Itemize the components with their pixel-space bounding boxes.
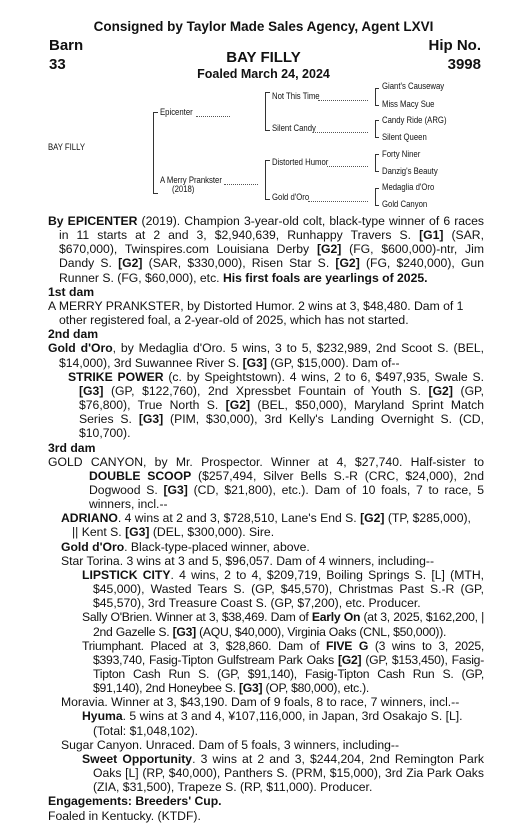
pedigree-bracket — [375, 120, 379, 121]
pedigree-subject: BAY FILLY — [48, 142, 86, 152]
produce-star-torina: Star Torina. 3 wins at 3 and 5, $96,057. Dam of 4 winners, including-- — [61, 553, 435, 568]
pedigree-bracket — [375, 154, 376, 172]
foaling-date: Foaled March 24, 2024 — [197, 67, 330, 81]
produce-moravia: Moravia. Winner at 3, $43,190. Dam of 9 foals, 8 to race, 7 winners, incl.-- — [61, 695, 460, 710]
second-dam-paragraph: Gold d'Oro, by Medaglia d'Oro. 5 wins, 3 to 5, $232,989, 2nd Scoot S. (BEL, $14,000), 3rd Suwannee River S. [G3] (GP, $15,000). Dam of-- — [48, 341, 484, 370]
third-dam-heading: 3rd dam — [48, 440, 96, 455]
produce-triumphant: Triumphant. Placed at 3, $28,860. Dam of FIVE G (3 wins to 3, 2025, $393,740, Fasig-Tipton Gulfstream Park Oaks [G2] (GP, $153,450), Fasig-Tipton Cash Run S. (GP, $91,140), Fasig-Tipton Cash Run S. (GP, $91,140), 2nd Honeybee S. [G3] (OP, $80,000), etc.). — [82, 638, 484, 696]
pedigree-g3-6: Danzig's Beauty — [382, 166, 438, 176]
pedigree-bracket — [153, 112, 154, 194]
pedigree-dam-dam: Gold d'Oro — [272, 192, 310, 202]
pedigree-bracket — [375, 188, 379, 189]
produce-hyuma: Hyuma. 5 wins at 3 and 4, ¥107,116,000, in Japan, 3rd Osakajo S. [L]. (Total: $1,048,102). — [82, 709, 463, 738]
pedigree-g3-3: Candy Ride (ARG) — [382, 115, 447, 125]
pedigree-leader — [318, 100, 368, 101]
pedigree-leader — [313, 132, 368, 133]
produce-adriano: ADRIANO. 4 wins at 2 and 3, $728,510, Lane's End S. [G2] (TP, $285,000), || Kent S. [G3] (DEL, $300,000). Sire. — [61, 511, 471, 540]
pedigree-dam: A Merry Prankster — [160, 175, 222, 185]
third-dam-paragraph: GOLD CANYON, by Mr. Prospector. Winner at 4, $27,740. Half-sister to DOUBLE SCOOP ($257,494, Silver Bells S.-R (CRC, $24,000), 2nd Dogwood S. [G3] (CD, $21,800), etc.). Dam of 10 foals, 7 to race, 5 winners, incl.-- — [48, 454, 484, 512]
pedigree-leader — [196, 116, 230, 117]
pedigree-g3-7: Medaglia d'Oro — [382, 182, 435, 192]
pedigree-bracket — [265, 199, 270, 200]
pedigree-g3-2: Miss Macy Sue — [382, 99, 435, 109]
engagements: Engagements: Breeders' Cup. — [48, 794, 222, 809]
hip-number: 3998 — [447, 56, 481, 73]
consignor-line: Consigned by Taylor Made Sales Agency, Agent LXVI — [93, 19, 434, 34]
produce-gold-doro: Gold d'Oro. Black-type-placed winner, above. — [61, 539, 310, 554]
produce-strike-power: STRIKE POWER (c. by Speightstown). 4 wins, 2 to 6, $497,935, Swale S. [G3] (GP, $122,760), 2nd Xpressbet Fountain of Youth S. [G2] (GP, $76,800), True North S. [G2] (BEL, $50,000), Maryland Sprint Match Series S. [G3] (PIM, $30,000), 3rd Kelly's Landing Overnight S. (CD, $10,700). — [68, 369, 485, 441]
foaled-in: Foaled in Kentucky. (KTDF). — [48, 808, 201, 823]
produce-sugar-canyon: Sugar Canyon. Unraced. Dam of 5 foals, 3 winners, including-- — [61, 737, 400, 752]
catalog-page — [48, 214, 484, 823]
barn-label: Barn — [49, 37, 84, 54]
pedigree-bracket — [375, 88, 379, 89]
pedigree-bracket — [375, 154, 379, 155]
pedigree-sire: Epicenter — [160, 107, 193, 117]
hip-label: Hip No. — [428, 37, 481, 54]
pedigree-bracket — [375, 188, 376, 206]
pedigree-bracket — [265, 130, 270, 131]
barn-number: 33 — [49, 56, 66, 73]
pedigree-sire-sire: Not This Time — [272, 91, 320, 101]
pedigree-dam-year: (2018) — [172, 184, 195, 194]
pedigree-bracket — [153, 112, 158, 113]
pedigree-bracket — [265, 92, 266, 131]
pedigree-g3-1: Giant's Causeway — [382, 81, 445, 91]
first-dam-heading: 1st dam — [48, 284, 95, 299]
pedigree-bracket — [375, 137, 379, 138]
horse-sex-color: BAY FILLY — [226, 49, 301, 66]
pedigree-bracket — [265, 92, 270, 93]
pedigree-bracket — [375, 120, 376, 138]
first-dam-paragraph: A MERRY PRANKSTER, by Distorted Humor. 2 wins at 3, $48,480. Dam of 1 other registered foal, a 2-year-old of 2025, which has not started. — [48, 298, 464, 328]
pedigree-bracket — [265, 160, 266, 200]
produce-sweet-opportunity: Sweet Opportunity. 3 wins at 2 and 3, $244,204, 2nd Remington Park Oaks [L] (RP, $40,000), Panthers S. (PRM, $15,000), 3rd Zia Park Oaks (ZIA, $31,500), Trapeze S. (RP, $11,000). Producer. — [82, 751, 484, 795]
produce-sally-obrien: Sally O'Brien. Winner at 3, $38,469. Dam of Early On (at 3, 2025, $162,200, | 2nd Gazelle S. [G3] (AQU, $40,000), Virginia Oaks (CNL, $50,000)). — [82, 610, 485, 639]
pedigree-bracket — [153, 193, 158, 194]
pedigree-bracket — [375, 171, 379, 172]
pedigree-leader — [327, 166, 368, 167]
pedigree-g3-5: Forty Niner — [382, 149, 421, 159]
pedigree-sire-dam: Silent Candy — [272, 123, 316, 133]
produce-lipstick-city: LIPSTICK CITY. 4 wins, 2 to 4, $209,719, Boiling Springs S. [L] (MTH, $45,000), Wasted Tears S. (GP, $45,570), Christmas Past S.-R (GP, $45,570), 3rd Treasure Coast S. (GP, $7,200), etc. Producer. — [82, 567, 485, 611]
sire-name: By EPICENTER — [48, 214, 138, 228]
pedigree-bracket — [375, 205, 379, 206]
pedigree-leader — [308, 201, 368, 202]
pedigree-bracket — [265, 160, 270, 161]
pedigree-dam-sire: Distorted Humor — [272, 157, 329, 167]
pedigree-g3-4: Silent Queen — [382, 132, 427, 142]
second-dam-heading: 2nd dam — [48, 327, 99, 342]
pedigree-g3-8: Gold Canyon — [382, 199, 428, 209]
pedigree-leader — [224, 184, 258, 185]
pedigree-bracket — [375, 105, 379, 106]
pedigree-bracket — [375, 88, 376, 106]
first-foals-note: His first foals are yearlings of 2025. — [222, 270, 428, 285]
sire-paragraph: By EPICENTER (2019). Champion 3-year-old colt, black-type winner of 6 races in 11 starts at 2 and 3, $2,940,639, Runhappy Travers S. [G1] (SAR, $670,000), Twinspires.com Louisiana Derby [G2] (FG, $600,000)-ntr, Jim Dandy S. [G2] (SAR, $330,000), Risen Star S. [G2] (FG, $240,000), Gun Runner S. (FG, $60,000), etc. His first foals are yearlings of 2025. — [48, 214, 485, 285]
